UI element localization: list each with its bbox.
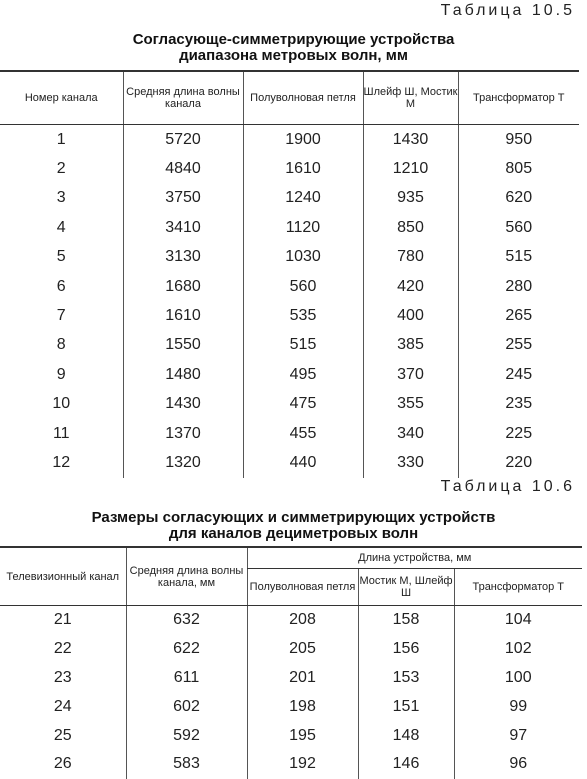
table-cell: 602 bbox=[126, 692, 247, 721]
table-cell: 25 bbox=[53, 726, 72, 744]
table-cell: 7 bbox=[56, 307, 66, 325]
table-10-5-label: Таблица 10.5 bbox=[440, 2, 575, 19]
table-cell: 1900 bbox=[243, 125, 363, 155]
table-cell: 455 bbox=[243, 419, 363, 448]
table-cell: 280 bbox=[458, 272, 579, 301]
table-cell: 370 bbox=[363, 360, 458, 389]
table-cell: 3750 bbox=[123, 184, 243, 213]
table-10-6-title-line1: Размеры согласующих и симметрирующих устройств bbox=[91, 509, 496, 526]
table-cell: 201 bbox=[247, 664, 358, 693]
header-half-wave-loop: Полуволновая петля bbox=[243, 71, 363, 125]
table-cell: 102 bbox=[454, 635, 582, 664]
table-row bbox=[0, 331, 579, 360]
table-10-6 bbox=[0, 546, 582, 779]
table-cell: 1430 bbox=[123, 390, 243, 419]
table-row bbox=[0, 301, 579, 330]
table-cell: 355 bbox=[363, 390, 458, 419]
header-tv-channel: Телевизионный канал bbox=[0, 547, 126, 606]
table-cell: 3410 bbox=[123, 213, 243, 242]
table-cell: 12 bbox=[52, 453, 71, 471]
table-cell: 265 bbox=[458, 301, 579, 330]
table-cell: 1370 bbox=[123, 419, 243, 448]
table-cell: 10 bbox=[52, 395, 71, 413]
header-bridge-stub: Мостик М, Шлейф Ш bbox=[358, 569, 454, 606]
table-cell: 198 bbox=[247, 692, 358, 721]
table-cell: 583 bbox=[126, 750, 247, 779]
table-cell: 220 bbox=[458, 448, 579, 477]
table-cell: 1240 bbox=[243, 184, 363, 213]
table-cell: 935 bbox=[363, 184, 458, 213]
table-cell: 100 bbox=[454, 664, 582, 693]
table-cell: 158 bbox=[358, 606, 454, 635]
table-cell: 235 bbox=[458, 390, 579, 419]
table-cell: 780 bbox=[363, 243, 458, 272]
table-cell: 22 bbox=[53, 640, 72, 658]
table-10-5 bbox=[0, 70, 579, 478]
table-cell: 950 bbox=[458, 125, 579, 155]
table-cell: 192 bbox=[247, 750, 358, 779]
table-row bbox=[0, 606, 582, 635]
table-cell: 632 bbox=[126, 606, 247, 635]
table-row bbox=[0, 692, 582, 721]
header-transformer: Трансформатор Т bbox=[458, 71, 579, 125]
table-row bbox=[0, 390, 579, 419]
table-10-6-header-row-1 bbox=[0, 547, 582, 569]
table-cell: 592 bbox=[126, 721, 247, 750]
table-cell: 5720 bbox=[123, 125, 243, 155]
table-cell: 156 bbox=[358, 635, 454, 664]
table-cell: 1030 bbox=[243, 243, 363, 272]
table-cell: 151 bbox=[358, 692, 454, 721]
table-cell: 330 bbox=[363, 448, 458, 477]
table-cell: 195 bbox=[247, 721, 358, 750]
table-row bbox=[0, 635, 582, 664]
table-cell: 5 bbox=[56, 248, 66, 266]
table-row bbox=[0, 448, 579, 477]
table-cell: 97 bbox=[454, 721, 582, 750]
table-row bbox=[0, 664, 582, 693]
table-row bbox=[0, 272, 579, 301]
table-cell: 21 bbox=[53, 611, 72, 629]
table-cell: 4 bbox=[56, 218, 66, 236]
table-cell: 1320 bbox=[123, 448, 243, 477]
table-cell: 620 bbox=[458, 184, 579, 213]
table-row bbox=[0, 213, 579, 242]
table-cell: 622 bbox=[126, 635, 247, 664]
table-cell: 23 bbox=[53, 668, 72, 686]
table-cell: 560 bbox=[458, 213, 579, 242]
table-cell: 1120 bbox=[243, 213, 363, 242]
table-cell: 146 bbox=[358, 750, 454, 779]
header-avg-wavelength-mm: Средняя длина волны канала, мм bbox=[126, 547, 247, 606]
header-channel-number: Номер канала bbox=[0, 71, 123, 125]
table-cell: 225 bbox=[458, 419, 579, 448]
table-cell: 535 bbox=[243, 301, 363, 330]
table-cell: 805 bbox=[458, 154, 579, 183]
table-10-6-title-line2: для каналов дециметровых волн bbox=[168, 525, 419, 542]
table-cell: 9 bbox=[56, 365, 66, 383]
table-cell: 1550 bbox=[123, 331, 243, 360]
table-row bbox=[0, 750, 582, 779]
header-transformer: Трансформатор Т bbox=[454, 569, 582, 606]
table-cell: 104 bbox=[454, 606, 582, 635]
table-cell: 1210 bbox=[363, 154, 458, 183]
table-row bbox=[0, 125, 579, 155]
table-row bbox=[0, 721, 582, 750]
header-device-length-group: Длина устройства, мм bbox=[247, 547, 582, 569]
table-cell: 148 bbox=[358, 721, 454, 750]
table-cell: 1430 bbox=[363, 125, 458, 155]
table-cell: 611 bbox=[126, 664, 247, 693]
table-cell: 420 bbox=[363, 272, 458, 301]
table-cell: 205 bbox=[247, 635, 358, 664]
table-row bbox=[0, 243, 579, 272]
table-cell: 515 bbox=[458, 243, 579, 272]
table-cell: 850 bbox=[363, 213, 458, 242]
table-10-6-label: Таблица 10.6 bbox=[440, 478, 575, 495]
header-stub-bridge: Шлейф Ш, Мостик М bbox=[363, 71, 458, 125]
header-half-wave-loop: Полуволновая петля bbox=[247, 569, 358, 606]
table-cell: 440 bbox=[243, 448, 363, 477]
table-cell: 208 bbox=[247, 606, 358, 635]
table-cell: 153 bbox=[358, 664, 454, 693]
table-cell: 255 bbox=[458, 331, 579, 360]
table-cell: 385 bbox=[363, 331, 458, 360]
table-cell: 1610 bbox=[123, 301, 243, 330]
table-cell: 3130 bbox=[123, 243, 243, 272]
table-cell: 6 bbox=[56, 277, 66, 295]
table-cell: 1 bbox=[56, 130, 66, 148]
table-cell: 2 bbox=[56, 160, 66, 178]
table-cell: 475 bbox=[243, 390, 363, 419]
table-cell: 1610 bbox=[243, 154, 363, 183]
table-cell: 99 bbox=[454, 692, 582, 721]
table-cell: 1480 bbox=[123, 360, 243, 389]
table-cell: 11 bbox=[52, 424, 70, 442]
table-cell: 96 bbox=[454, 750, 582, 779]
table-cell: 1680 bbox=[123, 272, 243, 301]
table-row bbox=[0, 184, 579, 213]
table-row bbox=[0, 154, 579, 183]
table-cell: 560 bbox=[243, 272, 363, 301]
table-cell: 515 bbox=[243, 331, 363, 360]
table-row bbox=[0, 419, 579, 448]
table-cell: 24 bbox=[53, 697, 72, 715]
header-avg-wavelength: Средняя длина волны канала bbox=[123, 71, 243, 125]
table-row bbox=[0, 360, 579, 389]
table-cell: 4840 bbox=[123, 154, 243, 183]
table-cell: 245 bbox=[458, 360, 579, 389]
table-10-5-header-row bbox=[0, 71, 579, 125]
table-10-5-title-line2: диапазона метровых волн, мм bbox=[179, 47, 408, 64]
table-10-5-title-line1: Согласующе-симметрирующие устройства bbox=[132, 31, 455, 48]
table-cell: 495 bbox=[243, 360, 363, 389]
table-cell: 400 bbox=[363, 301, 458, 330]
table-cell: 8 bbox=[56, 336, 66, 354]
table-cell: 26 bbox=[53, 755, 72, 773]
table-cell: 3 bbox=[56, 189, 66, 207]
table-cell: 340 bbox=[363, 419, 458, 448]
